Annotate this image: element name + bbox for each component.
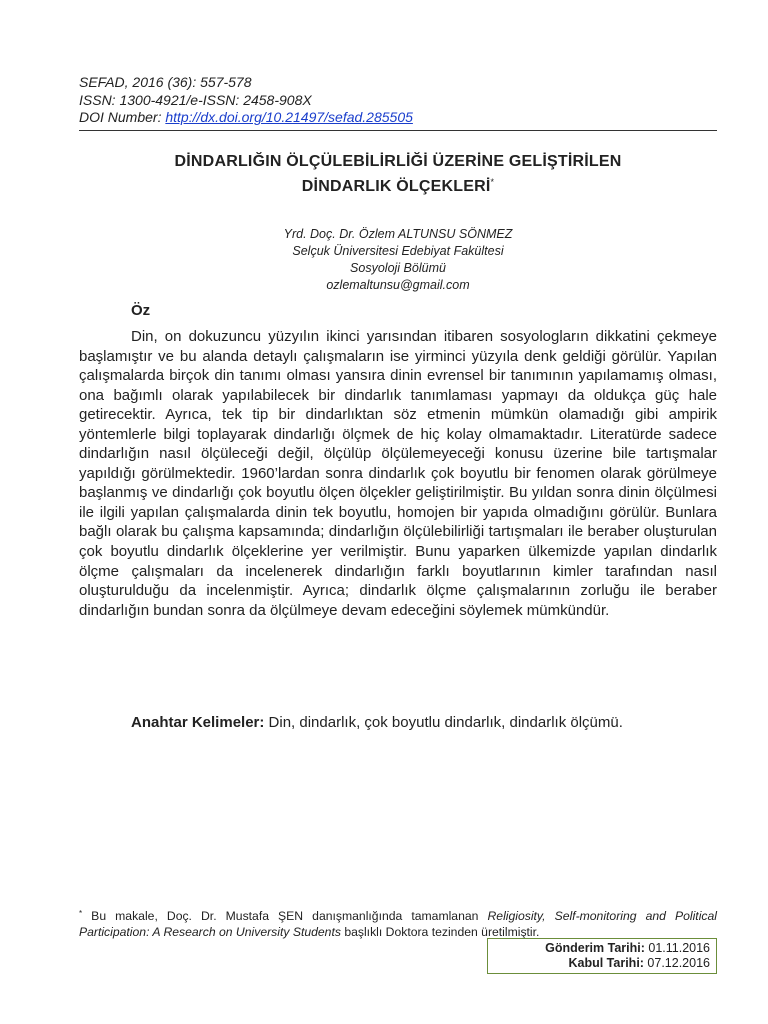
title-line-2 (79, 172, 717, 197)
keywords-label: Anahtar Kelimeler: (131, 714, 265, 731)
journal-doi (79, 109, 413, 127)
footnote-text-before: Bu makale, Doç. Dr. Mustafa ŞEN danışmanlığında tamamlanan (82, 909, 488, 923)
submitted-date (488, 941, 710, 956)
abstract-text: Din, on dokuzuncu yüzyılın ikinci yarısından itibaren sosyologların dikkatini çekmeye başlamıştır ve bu alanda detaylı çalışmaların ise yirminci yüzyıla denk geldiği görülür. Yapılan çalışmalarda birçok din tanımı olması yansıra dinin evrensel bir tanımının yapılamamış olması, ona bağımlı olarak yapılabilecek bir dindarlık tanımlaması yapmayı da oldukça güç hale getirecektir. Ayrıca, tek tip bir dindarlıktan söz etmenin mümkün olamadığı gibi ampirik yöntemlerle bilgi toplayarak dindarlığı ölçmek de hiç kolay olmamaktadır. Literatürde sadece dindarlığın nasıl ölçüleceği değil, ölçülüp ölçülemeyeceği konusu üzerine bile tartışmalar yapıldığı görülmektedir. 1960’lardan sonra dindarlık çok boyutlu bir fenomen olarak görülmeye başlanmış ve dindarlığı çok boyutlu ölçen ölçekler geliştirilmiştir. Bu yıldan sonra dinin ölçülmesi ile ilgili yapılan çalışmalarda dinin tek boyutlu, homojen bir yapıda olmadığını görülür. Bunlara bağlı olarak bu çalışma kapsamında; dindarlığın ölçülebilirliği tartışmaları ile beraber oluşturulan çok boyutlu dindarlık ölçeklerine yer verilmiştir. Bunu yaparken ülkemizde yapılan dindarlık ölçme çalışmaları da incelenerek dindarlığın farklı boyutlarının kimler tarafından nasıl oluşturulduğu da incelenmiştir. Ayrıca; dindarlık ölçme çalışmalarının zorluğu ile beraber dindarlığın bundan sonra da ölçülmeye devam edeceğini söylemek mümkündür. (79, 328, 717, 619)
footnote-mark: * (79, 909, 83, 918)
author-block (79, 226, 717, 294)
journal-header (79, 74, 413, 127)
author-name: Yrd. Doç. Dr. Özlem ALTUNSU SÖNMEZ (283, 227, 513, 241)
title-line-1: DİNDARLIĞIN ÖLÇÜLEBİLİRLİĞİ ÜZERİNE GELİŞTİRİLEN (174, 153, 622, 170)
abstract-heading: Öz (131, 302, 151, 319)
keywords-text: Din, dindarlık, çok boyutlu dindarlık, dindarlık ölçümü. (264, 714, 623, 731)
author-affiliation: Selçuk Üniversitesi Edebiyat Fakültesi (292, 244, 504, 258)
journal-issn: ISSN: 1300-4921/e-ISSN: 2458-908X (79, 91, 312, 108)
journal-citation: SEFAD, 2016 (36): 557-578 (79, 74, 252, 90)
author-department: Sosyoloji Bölümü (350, 261, 446, 275)
header-rule (79, 130, 717, 131)
title-line-2-text: DİNDARLIK ÖLÇEKLERİ (301, 178, 491, 195)
author-email: ozlemaltunsu@gmail.com (326, 278, 470, 292)
footnote (79, 906, 717, 940)
footnote-text-after: başlıklı Doktora tezinden üretilmiştir. (340, 925, 540, 939)
title-footnote-mark: * (490, 177, 495, 187)
submitted-value: 01.11.2016 (644, 941, 710, 955)
paper-title (79, 151, 717, 197)
footnote-thesis-title: Religiosity, Self-monitoring and Political Participation: A Research on University Students (79, 909, 717, 939)
dates-box (487, 938, 717, 974)
keywords (79, 713, 717, 733)
accepted-value: 07.12.2016 (643, 956, 710, 970)
submitted-label: Gönderim Tarihi: (545, 941, 645, 955)
doi-link[interactable]: http://dx.doi.org/10.21497/sefad.285505 (165, 109, 413, 125)
accepted-date (488, 956, 710, 971)
doi-label: DOI Number: (79, 109, 166, 125)
accepted-label: Kabul Tarihi: (568, 956, 644, 970)
